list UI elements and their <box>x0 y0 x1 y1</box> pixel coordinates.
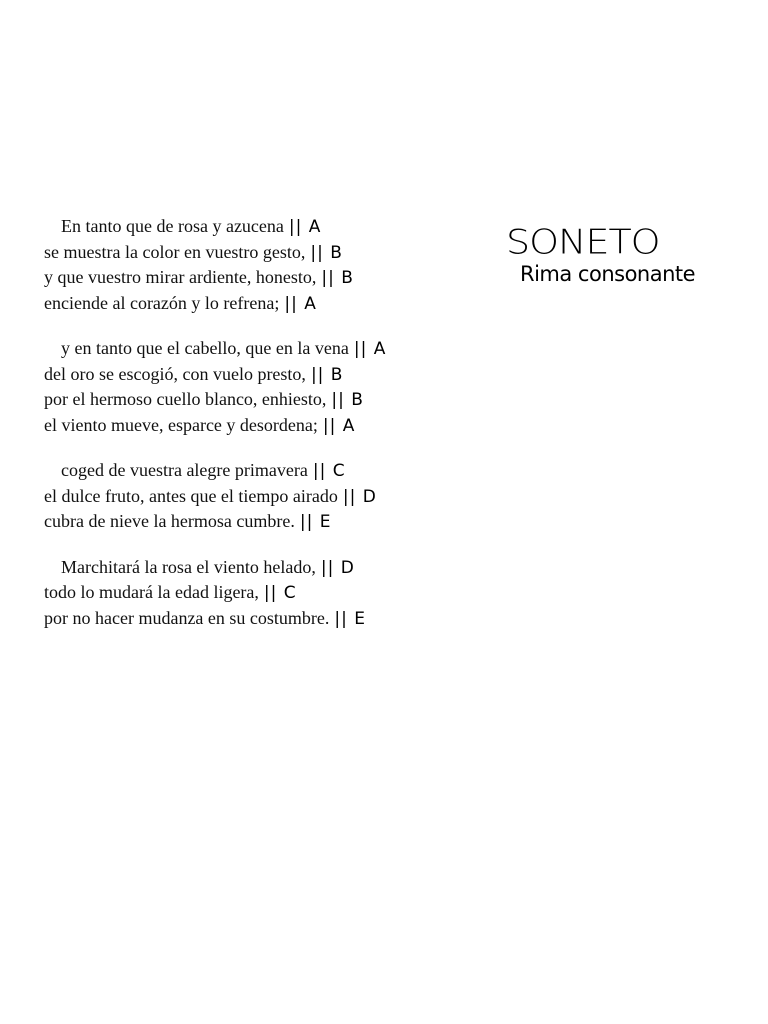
rhyme-mark: || B <box>331 390 364 410</box>
rhyme-mark: || C <box>312 461 346 481</box>
rhyme-mark: || D <box>342 486 377 507</box>
verse-line <box>44 387 474 413</box>
verse-line <box>44 580 474 606</box>
rhyme-mark: || C <box>263 583 297 603</box>
rhyme-mark: || A <box>284 293 317 314</box>
verse-line <box>44 362 474 388</box>
verse-line <box>44 458 474 484</box>
rhyme-mark: || D <box>320 557 355 578</box>
verse-line <box>44 606 474 632</box>
verse-text: En tanto que de rosa y azucena <box>61 216 284 236</box>
verse-text: Marchitará la rosa el viento helado, <box>61 556 316 577</box>
verse-line <box>44 555 474 581</box>
rhyme-mark: || B <box>310 364 344 385</box>
verse-line <box>44 509 474 535</box>
annotation-subtitle: Rima consonante <box>520 262 696 286</box>
rhyme-mark: || A <box>288 217 322 237</box>
verse-line <box>44 214 474 240</box>
verse-text: cubra de nieve la hermosa cumbre. <box>44 511 295 531</box>
verse-text: todo lo mudará la edad ligera, <box>44 582 259 602</box>
rhyme-mark: || B <box>310 242 343 263</box>
rhyme-mark: || E <box>334 608 367 629</box>
verse-text: y que vuestro mirar ardiente, honesto, <box>44 267 317 287</box>
verse-line <box>44 240 474 266</box>
rhyme-mark: || A <box>322 415 356 436</box>
verse-text: del oro se escogió, con vuelo presto, <box>44 363 306 384</box>
verse-text: el viento mueve, esparce y desordena; <box>44 414 318 435</box>
poem-text <box>44 214 474 651</box>
stanza-1 <box>44 214 474 316</box>
verse-line <box>44 413 474 439</box>
stanza-2 <box>44 336 474 438</box>
handwritten-annotation <box>506 222 695 286</box>
verse-text: el dulce fruto, antes que el tiempo airado <box>44 485 338 506</box>
stanza-4 <box>44 555 474 632</box>
verse-text: se muestra la color en vuestro gesto, <box>44 241 306 262</box>
annotation-title: SONETO <box>506 222 660 262</box>
stanza-3 <box>44 458 474 535</box>
verse-line <box>44 336 474 362</box>
verse-text: por no hacer mudanza en su costumbre. <box>44 607 330 628</box>
verse-text: y en tanto que el cabello, que en la vena <box>61 338 349 358</box>
rhyme-mark: || E <box>299 512 332 532</box>
verse-line <box>44 265 474 291</box>
verse-line <box>44 484 474 510</box>
verse-text: enciende al corazón y lo refrena; <box>44 292 280 313</box>
rhyme-mark: || A <box>353 339 387 359</box>
verse-text: por el hermoso cuello blanco, enhiesto, <box>44 389 327 409</box>
verse-text: coged de vuestra alegre primavera <box>61 460 308 480</box>
rhyme-mark: || B <box>321 268 354 288</box>
verse-line <box>44 291 474 317</box>
